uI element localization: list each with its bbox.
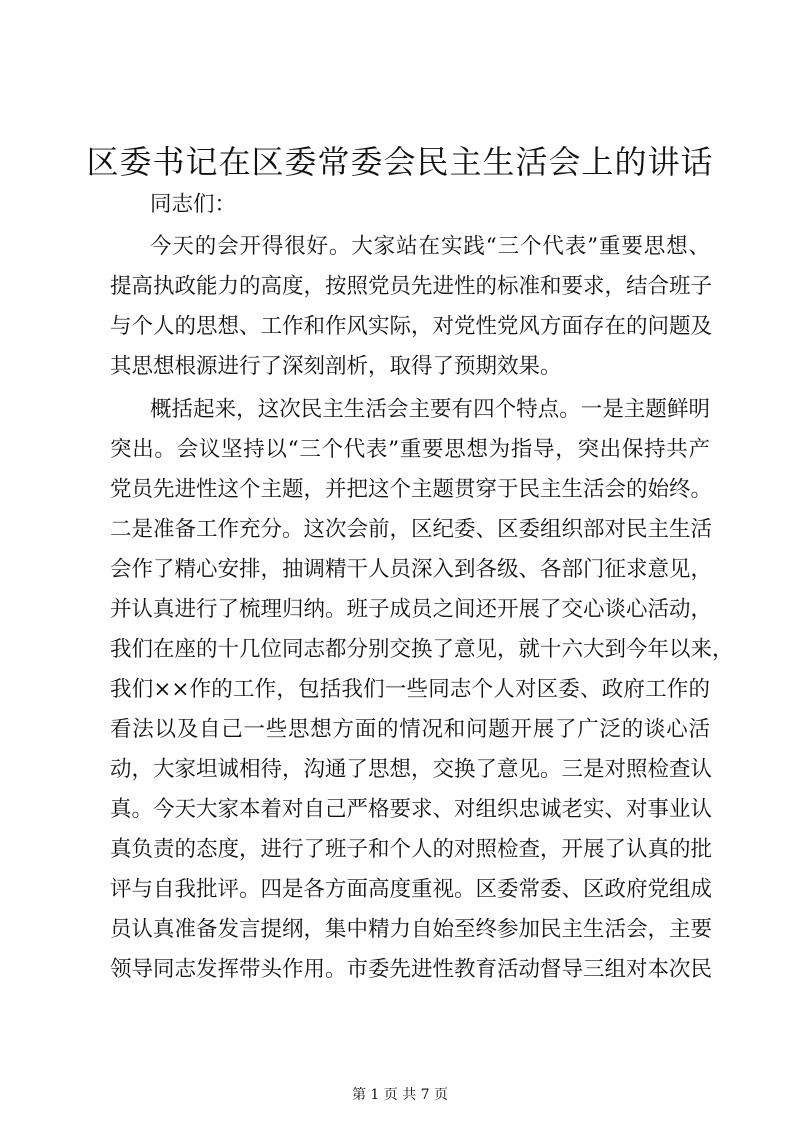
paragraph-2-line-8: 我们××作的工作，包括我们一些同志个人对区委、政府工作的 <box>110 677 710 702</box>
page-number-footer: 第 1 页 共 7 页 <box>351 1087 449 1103</box>
paragraph-2-line-1: 概括起来，这次民主生活会主要有四个特点。一是主题鲜明 <box>150 397 710 422</box>
paragraph-2-line-10: 动，大家坦诚相待，沟通了思想，交换了意见。三是对照检查认 <box>110 757 713 782</box>
paragraph-2-line-13: 评与自我批评。四是各方面高度重视。区委常委、区政府党组成 <box>110 877 713 902</box>
paragraph-1-line-4: 其思想根源进行了深刻剖析，取得了预期效果。 <box>110 354 562 379</box>
paragraph-2-line-11: 真。今天大家本着对自己严格要求、对组织忠诚老实、对事业认 <box>110 797 713 822</box>
document-title: 区委书记在区委常委会民主生活会上的讲话 <box>86 143 714 181</box>
paragraph-2-line-6: 并认真进行了梳理归纳。班子成员之间还开展了交心谈心活动， <box>110 597 713 622</box>
paragraph-2-line-9: 看法以及自己一些思想方面的情况和问题开展了广泛的谈心活 <box>110 717 710 742</box>
paragraph-2-line-5: 会作了精心安排，抽调精干人员深入到各级、各部门征求意见， <box>110 557 713 582</box>
paragraph-2-line-3: 党员先进性这个主题，并把这个主题贯穿于民主生活会的始终。 <box>110 477 713 502</box>
paragraph-2-line-14: 员认真准备发言提纲，集中精力自始至终参加民主生活会，主要 <box>110 917 713 942</box>
paragraph-2-line-7: 我们在座的十几位同志都分别交换了意见，就十六大到今年以来， <box>110 637 734 662</box>
paragraph-2-line-4: 二是准备工作充分。这次会前，区纪委、区委组织部对民主生活 <box>110 517 713 542</box>
paragraph-2-line-15: 领导同志发挥带头作用。市委先进性教育活动督导三组对本次民 <box>110 957 713 982</box>
paragraph-1-line-2: 提高执政能力的高度，按照党员先进性的标准和要求，结合班子 <box>110 274 713 299</box>
paragraph-2-line-2: 突出。会议坚持以“三个代表”重要思想为指导，突出保持共产 <box>110 437 710 462</box>
paragraph-2-line-12: 真负责的态度，进行了班子和个人的对照检查，开展了认真的批 <box>110 837 713 862</box>
salutation: 同志们： <box>150 192 237 217</box>
paragraph-1-line-1: 今天的会开得很好。大家站在实践“三个代表”重要思想、 <box>150 234 710 259</box>
paragraph-1-line-3: 与个人的思想、工作和作风实际，对党性党风方面存在的问题及 <box>110 314 713 339</box>
